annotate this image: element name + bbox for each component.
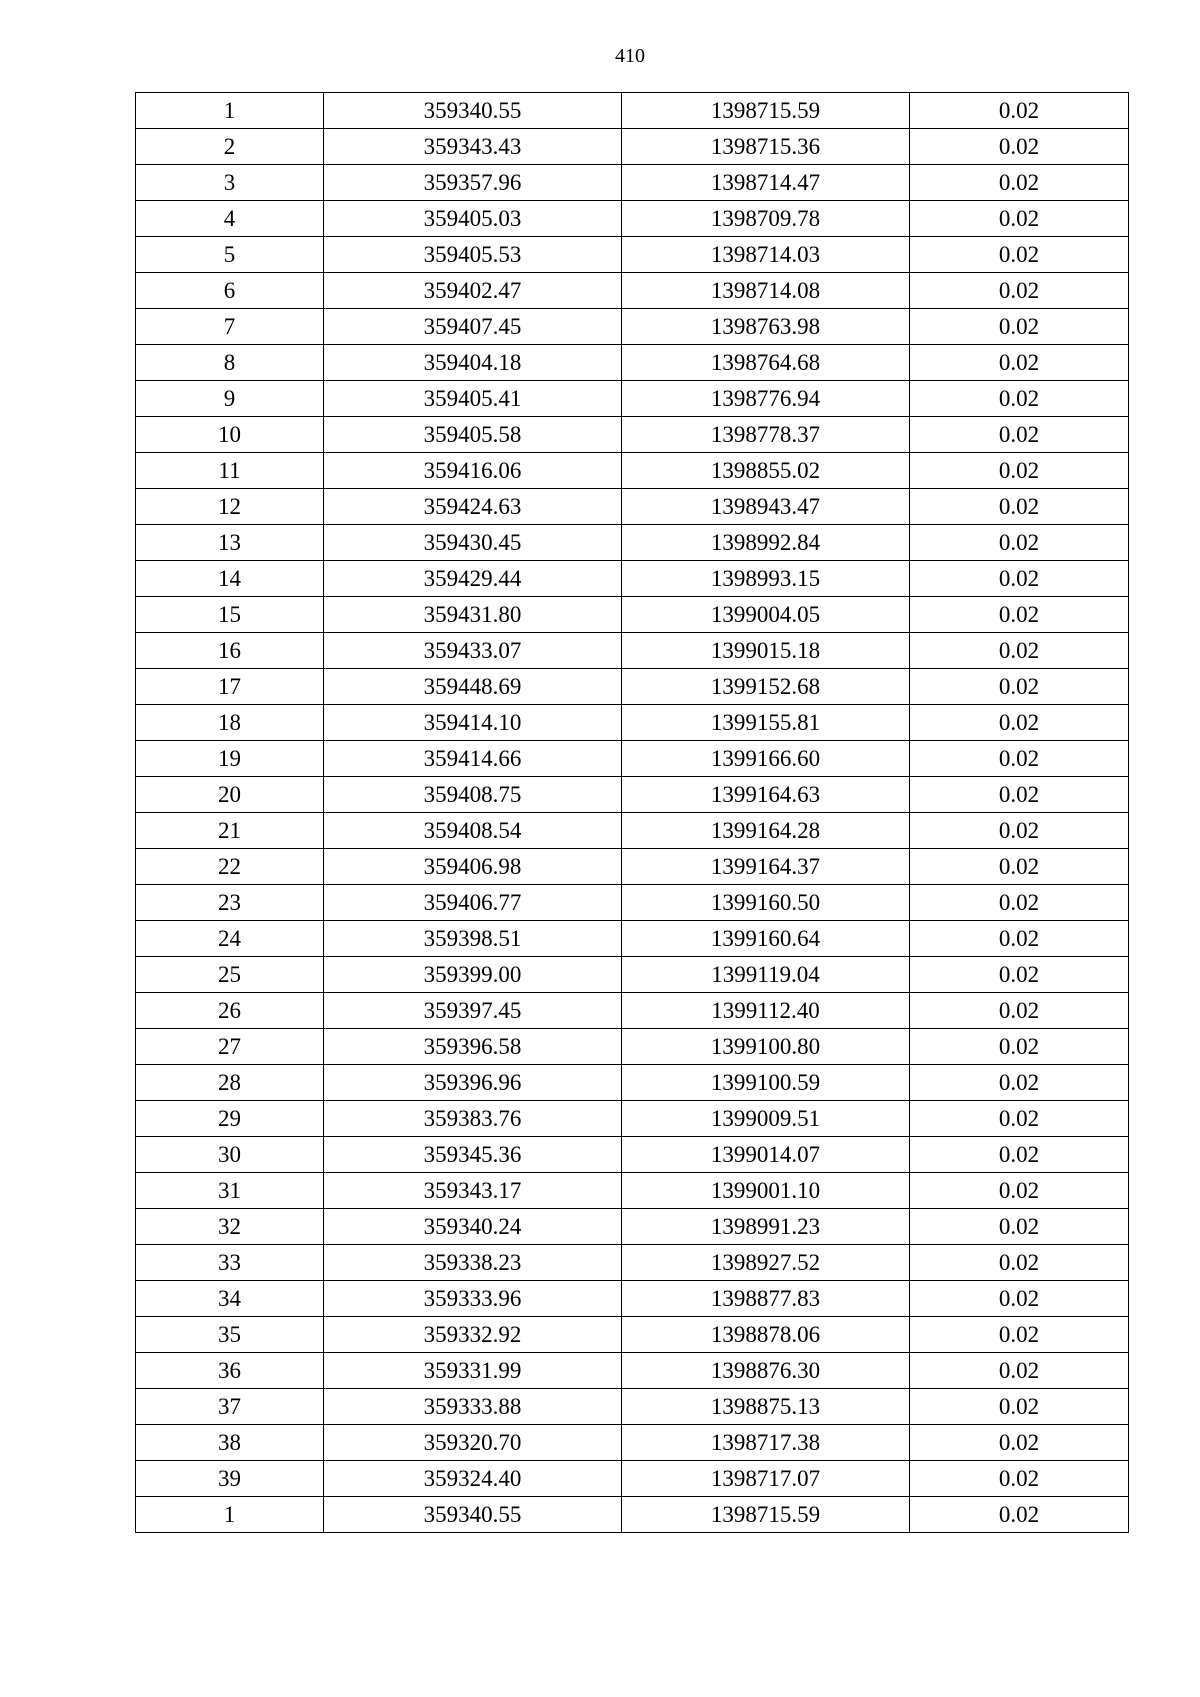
y-coordinate-cell: 1398714.08 <box>622 273 910 309</box>
x-coordinate-cell: 359397.45 <box>324 993 622 1029</box>
y-coordinate-cell: 1399119.04 <box>622 957 910 993</box>
accuracy-cell: 0.02 <box>910 201 1129 237</box>
accuracy-cell: 0.02 <box>910 1317 1129 1353</box>
accuracy-cell: 0.02 <box>910 1173 1129 1209</box>
table-row <box>136 597 1129 633</box>
point-number-cell: 19 <box>136 741 324 777</box>
table-row <box>136 1101 1129 1137</box>
y-coordinate-cell: 1398992.84 <box>622 525 910 561</box>
point-number-cell: 26 <box>136 993 324 1029</box>
point-number-cell: 25 <box>136 957 324 993</box>
point-number-cell: 17 <box>136 669 324 705</box>
table-row <box>136 489 1129 525</box>
accuracy-cell: 0.02 <box>910 489 1129 525</box>
accuracy-cell: 0.02 <box>910 813 1129 849</box>
point-number-cell: 15 <box>136 597 324 633</box>
table-row <box>136 1461 1129 1497</box>
accuracy-cell: 0.02 <box>910 597 1129 633</box>
y-coordinate-cell: 1398776.94 <box>622 381 910 417</box>
y-coordinate-cell: 1398763.98 <box>622 309 910 345</box>
table-row <box>136 345 1129 381</box>
y-coordinate-cell: 1398927.52 <box>622 1245 910 1281</box>
accuracy-cell: 0.02 <box>910 1389 1129 1425</box>
y-coordinate-cell: 1398715.59 <box>622 93 910 129</box>
point-number-cell: 10 <box>136 417 324 453</box>
y-coordinate-cell: 1399164.63 <box>622 777 910 813</box>
point-number-cell: 23 <box>136 885 324 921</box>
accuracy-cell: 0.02 <box>910 849 1129 885</box>
x-coordinate-cell: 359332.92 <box>324 1317 622 1353</box>
point-number-cell: 1 <box>136 1497 324 1533</box>
point-number-cell: 34 <box>136 1281 324 1317</box>
table-row <box>136 417 1129 453</box>
accuracy-cell: 0.02 <box>910 561 1129 597</box>
accuracy-cell: 0.02 <box>910 129 1129 165</box>
accuracy-cell: 0.02 <box>910 921 1129 957</box>
accuracy-cell: 0.02 <box>910 1209 1129 1245</box>
y-coordinate-cell: 1399100.80 <box>622 1029 910 1065</box>
x-coordinate-cell: 359407.45 <box>324 309 622 345</box>
table-row <box>136 1245 1129 1281</box>
accuracy-cell: 0.02 <box>910 273 1129 309</box>
accuracy-cell: 0.02 <box>910 309 1129 345</box>
table-row <box>136 129 1129 165</box>
point-number-cell: 36 <box>136 1353 324 1389</box>
table-row <box>136 633 1129 669</box>
y-coordinate-cell: 1399014.07 <box>622 1137 910 1173</box>
y-coordinate-cell: 1399155.81 <box>622 705 910 741</box>
accuracy-cell: 0.02 <box>910 417 1129 453</box>
table-row <box>136 237 1129 273</box>
accuracy-cell: 0.02 <box>910 345 1129 381</box>
x-coordinate-cell: 359433.07 <box>324 633 622 669</box>
accuracy-cell: 0.02 <box>910 1281 1129 1317</box>
y-coordinate-cell: 1399001.10 <box>622 1173 910 1209</box>
x-coordinate-cell: 359320.70 <box>324 1425 622 1461</box>
y-coordinate-cell: 1398877.83 <box>622 1281 910 1317</box>
point-number-cell: 31 <box>136 1173 324 1209</box>
x-coordinate-cell: 359333.88 <box>324 1389 622 1425</box>
x-coordinate-cell: 359406.77 <box>324 885 622 921</box>
accuracy-cell: 0.02 <box>910 1353 1129 1389</box>
table-row <box>136 1317 1129 1353</box>
table-row <box>136 93 1129 129</box>
accuracy-cell: 0.02 <box>910 1245 1129 1281</box>
y-coordinate-cell: 1399009.51 <box>622 1101 910 1137</box>
x-coordinate-cell: 359414.10 <box>324 705 622 741</box>
x-coordinate-cell: 359408.75 <box>324 777 622 813</box>
x-coordinate-cell: 359340.55 <box>324 93 622 129</box>
table-row <box>136 1425 1129 1461</box>
point-number-cell: 33 <box>136 1245 324 1281</box>
point-number-cell: 22 <box>136 849 324 885</box>
point-number-cell: 30 <box>136 1137 324 1173</box>
y-coordinate-cell: 1399015.18 <box>622 633 910 669</box>
accuracy-cell: 0.02 <box>910 1461 1129 1497</box>
point-number-cell: 38 <box>136 1425 324 1461</box>
table-row <box>136 885 1129 921</box>
table-row <box>136 741 1129 777</box>
table-row <box>136 1065 1129 1101</box>
accuracy-cell: 0.02 <box>910 453 1129 489</box>
x-coordinate-cell: 359405.41 <box>324 381 622 417</box>
x-coordinate-cell: 359405.58 <box>324 417 622 453</box>
accuracy-cell: 0.02 <box>910 93 1129 129</box>
y-coordinate-cell: 1399100.59 <box>622 1065 910 1101</box>
y-coordinate-cell: 1398778.37 <box>622 417 910 453</box>
accuracy-cell: 0.02 <box>910 633 1129 669</box>
x-coordinate-cell: 359338.23 <box>324 1245 622 1281</box>
y-coordinate-cell: 1398709.78 <box>622 201 910 237</box>
table-row <box>136 309 1129 345</box>
point-number-cell: 18 <box>136 705 324 741</box>
x-coordinate-cell: 359357.96 <box>324 165 622 201</box>
point-number-cell: 20 <box>136 777 324 813</box>
point-number-cell: 14 <box>136 561 324 597</box>
y-coordinate-cell: 1398991.23 <box>622 1209 910 1245</box>
point-number-cell: 39 <box>136 1461 324 1497</box>
accuracy-cell: 0.02 <box>910 1497 1129 1533</box>
table-row <box>136 1209 1129 1245</box>
table-row <box>136 849 1129 885</box>
y-coordinate-cell: 1398943.47 <box>622 489 910 525</box>
x-coordinate-cell: 359405.53 <box>324 237 622 273</box>
y-coordinate-cell: 1398714.47 <box>622 165 910 201</box>
table-row <box>136 705 1129 741</box>
table-row <box>136 1029 1129 1065</box>
point-number-cell: 1 <box>136 93 324 129</box>
table-row <box>136 813 1129 849</box>
table-row <box>136 1497 1129 1533</box>
point-number-cell: 16 <box>136 633 324 669</box>
y-coordinate-cell: 1398875.13 <box>622 1389 910 1425</box>
point-number-cell: 13 <box>136 525 324 561</box>
point-number-cell: 7 <box>136 309 324 345</box>
y-coordinate-cell: 1399004.05 <box>622 597 910 633</box>
y-coordinate-cell: 1399160.50 <box>622 885 910 921</box>
x-coordinate-cell: 359340.24 <box>324 1209 622 1245</box>
x-coordinate-cell: 359396.58 <box>324 1029 622 1065</box>
table-row <box>136 165 1129 201</box>
table-row <box>136 669 1129 705</box>
x-coordinate-cell: 359448.69 <box>324 669 622 705</box>
point-number-cell: 32 <box>136 1209 324 1245</box>
accuracy-cell: 0.02 <box>910 993 1129 1029</box>
y-coordinate-cell: 1398876.30 <box>622 1353 910 1389</box>
point-number-cell: 4 <box>136 201 324 237</box>
accuracy-cell: 0.02 <box>910 669 1129 705</box>
point-number-cell: 9 <box>136 381 324 417</box>
x-coordinate-cell: 359343.17 <box>324 1173 622 1209</box>
x-coordinate-cell: 359383.76 <box>324 1101 622 1137</box>
x-coordinate-cell: 359405.03 <box>324 201 622 237</box>
table-row <box>136 453 1129 489</box>
point-number-cell: 21 <box>136 813 324 849</box>
x-coordinate-cell: 359429.44 <box>324 561 622 597</box>
page-number: 410 <box>615 45 645 67</box>
point-number-cell: 5 <box>136 237 324 273</box>
accuracy-cell: 0.02 <box>910 705 1129 741</box>
x-coordinate-cell: 359416.06 <box>324 453 622 489</box>
accuracy-cell: 0.02 <box>910 1137 1129 1173</box>
table-row <box>136 921 1129 957</box>
accuracy-cell: 0.02 <box>910 741 1129 777</box>
table-row <box>136 525 1129 561</box>
table-row <box>136 1281 1129 1317</box>
coordinates-table <box>135 92 1129 1533</box>
y-coordinate-cell: 1399160.64 <box>622 921 910 957</box>
accuracy-cell: 0.02 <box>910 237 1129 273</box>
y-coordinate-cell: 1398717.38 <box>622 1425 910 1461</box>
point-number-cell: 3 <box>136 165 324 201</box>
x-coordinate-cell: 359343.43 <box>324 129 622 165</box>
table-row <box>136 957 1129 993</box>
x-coordinate-cell: 359430.45 <box>324 525 622 561</box>
point-number-cell: 27 <box>136 1029 324 1065</box>
y-coordinate-cell: 1399164.37 <box>622 849 910 885</box>
table-row <box>136 1389 1129 1425</box>
x-coordinate-cell: 359345.36 <box>324 1137 622 1173</box>
table-row <box>136 201 1129 237</box>
x-coordinate-cell: 359399.00 <box>324 957 622 993</box>
accuracy-cell: 0.02 <box>910 1101 1129 1137</box>
x-coordinate-cell: 359414.66 <box>324 741 622 777</box>
y-coordinate-cell: 1398993.15 <box>622 561 910 597</box>
point-number-cell: 12 <box>136 489 324 525</box>
x-coordinate-cell: 359340.55 <box>324 1497 622 1533</box>
x-coordinate-cell: 359333.96 <box>324 1281 622 1317</box>
accuracy-cell: 0.02 <box>910 525 1129 561</box>
y-coordinate-cell: 1398878.06 <box>622 1317 910 1353</box>
y-coordinate-cell: 1398717.07 <box>622 1461 910 1497</box>
x-coordinate-cell: 359404.18 <box>324 345 622 381</box>
y-coordinate-cell: 1399112.40 <box>622 993 910 1029</box>
y-coordinate-cell: 1398714.03 <box>622 237 910 273</box>
y-coordinate-cell: 1399166.60 <box>622 741 910 777</box>
x-coordinate-cell: 359331.99 <box>324 1353 622 1389</box>
point-number-cell: 24 <box>136 921 324 957</box>
y-coordinate-cell: 1399164.28 <box>622 813 910 849</box>
table-row <box>136 1137 1129 1173</box>
table-row <box>136 1173 1129 1209</box>
accuracy-cell: 0.02 <box>910 1029 1129 1065</box>
y-coordinate-cell: 1398855.02 <box>622 453 910 489</box>
y-coordinate-cell: 1398715.59 <box>622 1497 910 1533</box>
point-number-cell: 8 <box>136 345 324 381</box>
point-number-cell: 29 <box>136 1101 324 1137</box>
x-coordinate-cell: 359402.47 <box>324 273 622 309</box>
accuracy-cell: 0.02 <box>910 165 1129 201</box>
point-number-cell: 28 <box>136 1065 324 1101</box>
point-number-cell: 2 <box>136 129 324 165</box>
point-number-cell: 35 <box>136 1317 324 1353</box>
x-coordinate-cell: 359408.54 <box>324 813 622 849</box>
x-coordinate-cell: 359431.80 <box>324 597 622 633</box>
point-number-cell: 37 <box>136 1389 324 1425</box>
x-coordinate-cell: 359406.98 <box>324 849 622 885</box>
accuracy-cell: 0.02 <box>910 381 1129 417</box>
accuracy-cell: 0.02 <box>910 885 1129 921</box>
table-row <box>136 561 1129 597</box>
accuracy-cell: 0.02 <box>910 1065 1129 1101</box>
accuracy-cell: 0.02 <box>910 1425 1129 1461</box>
y-coordinate-cell: 1398715.36 <box>622 129 910 165</box>
point-number-cell: 11 <box>136 453 324 489</box>
table-row <box>136 993 1129 1029</box>
coordinates-table-body <box>136 93 1129 1533</box>
table-row <box>136 777 1129 813</box>
x-coordinate-cell: 359324.40 <box>324 1461 622 1497</box>
x-coordinate-cell: 359424.63 <box>324 489 622 525</box>
point-number-cell: 6 <box>136 273 324 309</box>
x-coordinate-cell: 359396.96 <box>324 1065 622 1101</box>
table-row <box>136 1353 1129 1389</box>
y-coordinate-cell: 1399152.68 <box>622 669 910 705</box>
y-coordinate-cell: 1398764.68 <box>622 345 910 381</box>
accuracy-cell: 0.02 <box>910 957 1129 993</box>
table-row <box>136 381 1129 417</box>
accuracy-cell: 0.02 <box>910 777 1129 813</box>
table-row <box>136 273 1129 309</box>
x-coordinate-cell: 359398.51 <box>324 921 622 957</box>
